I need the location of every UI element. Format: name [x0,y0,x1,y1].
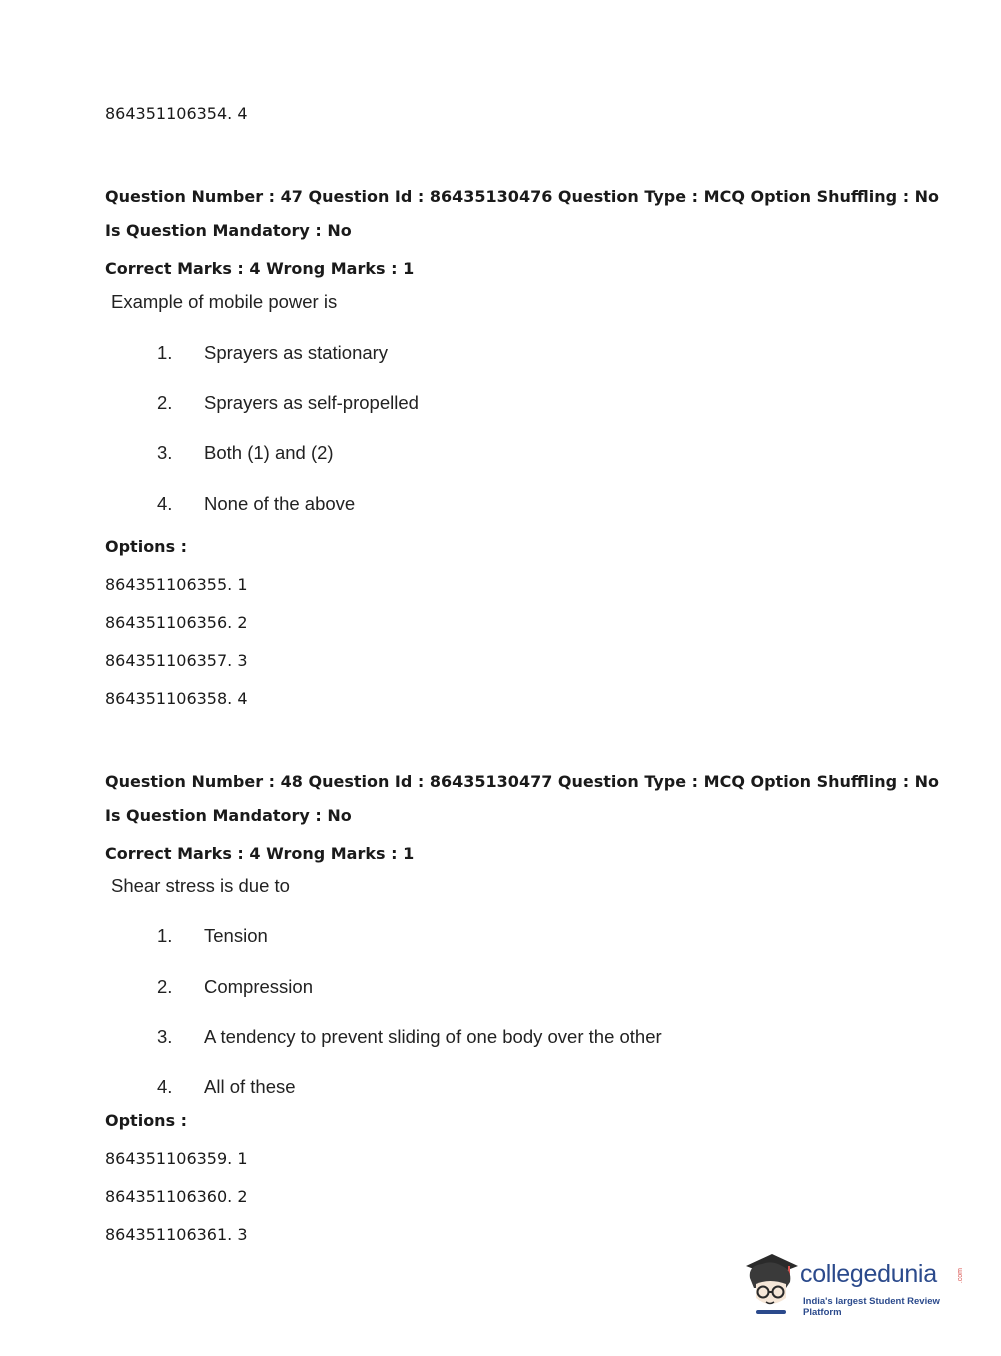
question-marks: Correct Marks : 4 Wrong Marks : 1 [105,844,415,863]
option-line: 864351106360. 2 [105,1187,248,1206]
option-line: 864351106359. 1 [105,1149,248,1168]
choice-text: A tendency to prevent sliding of one body over the other [204,1026,662,1047]
option-line: 864351106357. 3 [105,651,248,670]
choice-text: None of the above [204,493,356,514]
logo-suffix: .com [957,1268,964,1284]
choice-text: All of these [204,1076,296,1097]
option-line: 864351106356. 2 [105,613,248,632]
choice-number: 4. [157,1076,173,1097]
choice-number: 4. [157,493,173,514]
option-line: 864351106355. 1 [105,575,248,594]
choice-text: Compression [204,976,313,997]
previous-option-line: 864351106354. 4 [105,104,248,123]
question-mandatory: Is Question Mandatory : No [105,806,352,825]
question-mandatory: Is Question Mandatory : No [105,221,352,240]
mascot-icon [742,1248,800,1320]
choice-number: 2. [157,976,173,997]
choice-number: 1. [157,925,173,946]
question-header: Question Number : 48 Question Id : 86435130477 Question Type : MCQ Option Shuffling : No [105,772,940,791]
collegedunia-logo [742,1248,972,1320]
logo-name: collegedunia [800,1260,937,1288]
options-label: Options : [105,1111,188,1130]
logo-tagline: India's largest Student Review Platform [803,1296,940,1318]
choice-number: 1. [157,342,173,363]
choice-text: Both (1) and (2) [204,442,334,463]
choice-number: 3. [157,442,173,463]
question-text: Shear stress is due to [111,875,290,896]
question-header: Question Number : 47 Question Id : 86435130476 Question Type : MCQ Option Shuffling : No [105,187,940,206]
choice-text: Sprayers as self-propelled [204,392,419,413]
question-marks: Correct Marks : 4 Wrong Marks : 1 [105,259,415,278]
question-text: Example of mobile power is [111,291,338,312]
option-line: 864351106361. 3 [105,1225,248,1244]
choice-number: 2. [157,392,173,413]
choice-number: 3. [157,1026,173,1047]
choice-text: Tension [204,925,268,946]
option-line: 864351106358. 4 [105,689,248,708]
options-label: Options : [105,537,188,556]
choice-text: Sprayers as stationary [204,342,389,363]
